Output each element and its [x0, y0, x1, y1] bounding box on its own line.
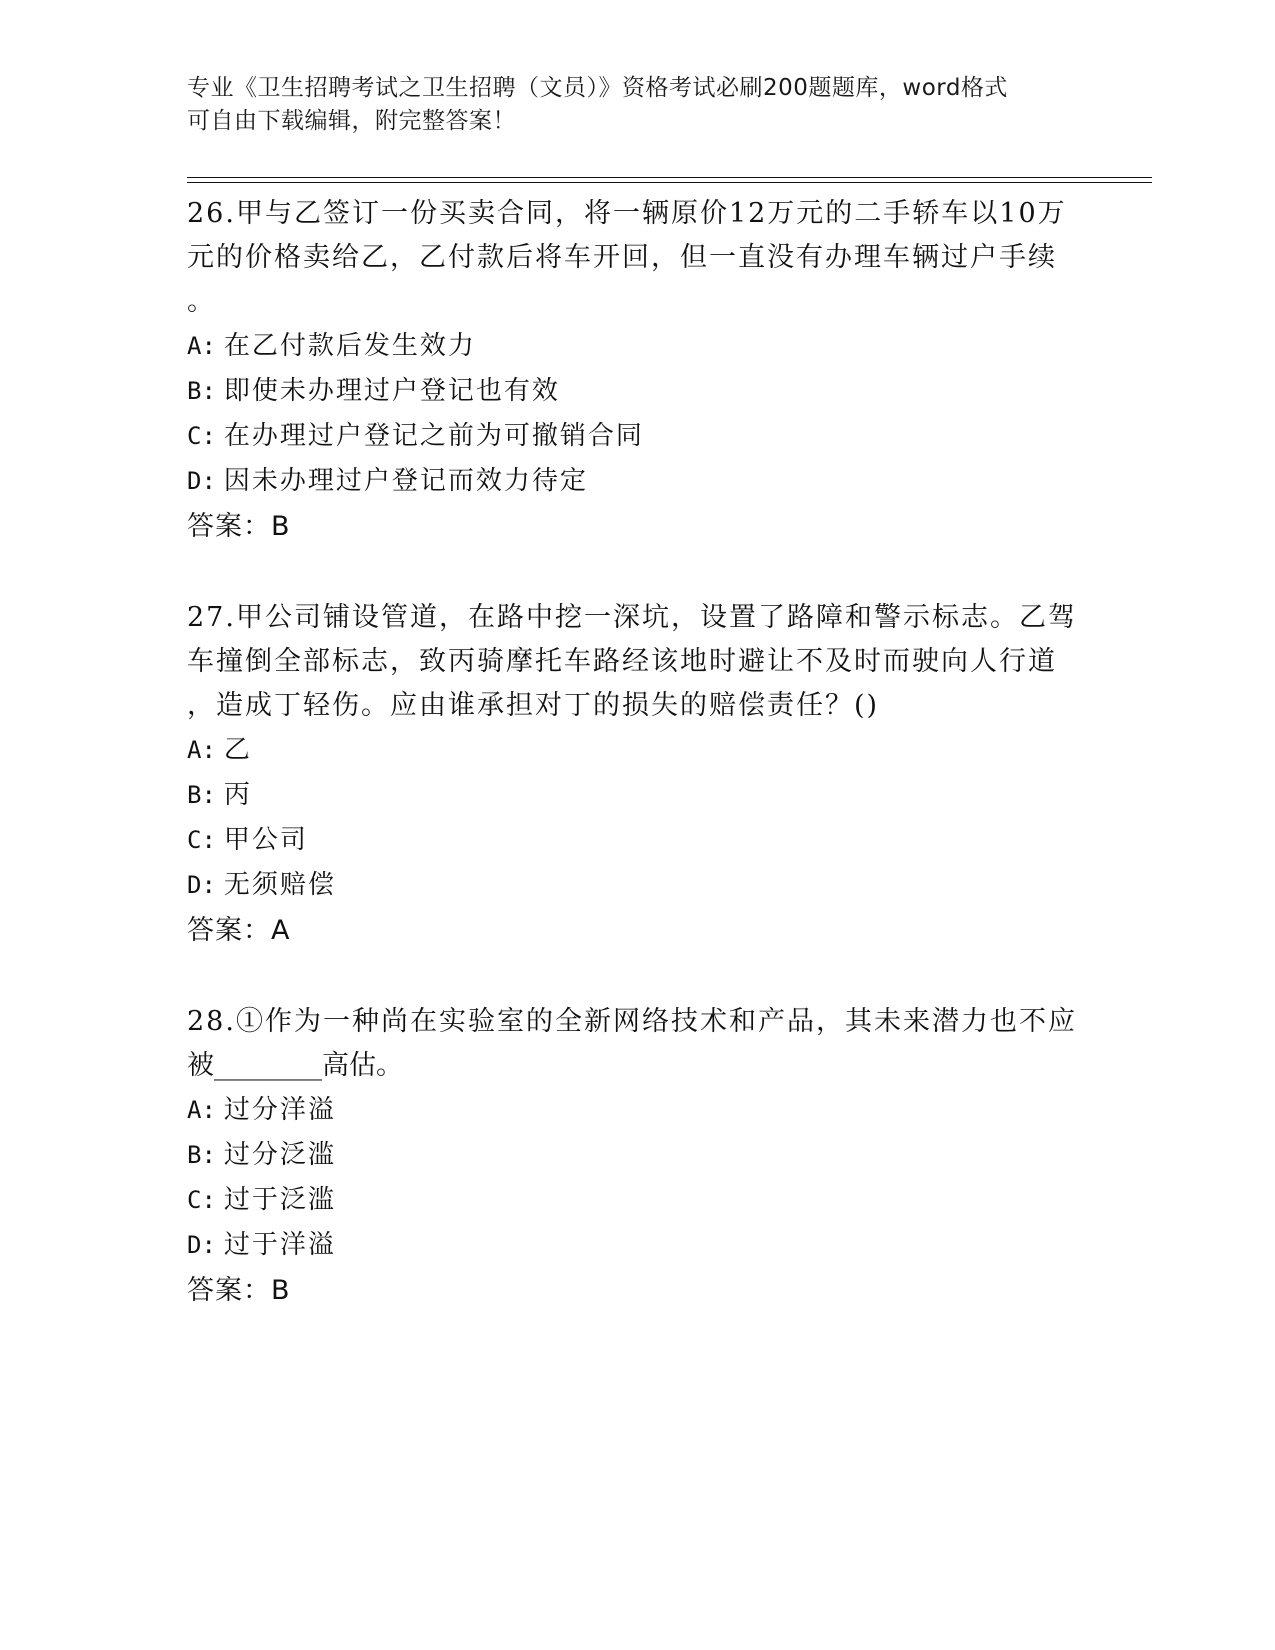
option-letter: C:	[187, 826, 216, 854]
option-text: 在办理过户登记之前为可撤销合同	[223, 421, 644, 451]
option-letter: B:	[187, 1141, 216, 1169]
answer-line: 答案：B	[187, 511, 291, 542]
stem-line: 车撞倒全部标志，致丙骑摩托车路经该地时避让不及时而驶向人行道	[187, 646, 1057, 677]
question-28	[187, 998, 1087, 1314]
header-divider-top	[187, 177, 1152, 178]
option-a	[187, 728, 1087, 773]
answer-line: 答案：B	[187, 1275, 291, 1306]
option-letter: C:	[187, 422, 216, 450]
option-text: 过于洋溢	[223, 1230, 336, 1260]
header-line-2: 可自由下载编辑，附完整答案！	[187, 108, 516, 134]
header-divider-bottom	[187, 182, 1152, 183]
stem-line: 被________高估。	[187, 1050, 403, 1081]
question-stem	[187, 594, 1087, 728]
option-text: 即使未办理过户登记也有效	[223, 376, 560, 406]
option-text: 丙	[223, 780, 252, 810]
option-c	[187, 414, 1087, 459]
option-letter: B:	[187, 377, 216, 405]
option-d	[187, 459, 1087, 504]
question-stem	[187, 190, 1087, 324]
option-text: 过于泛滥	[223, 1185, 336, 1215]
option-text: 在乙付款后发生效力	[223, 331, 476, 361]
option-letter: A:	[187, 332, 216, 360]
question-list	[187, 190, 1087, 1358]
stem-line: 26.甲与乙签订一份买卖合同，将一辆原价12万元的二手轿车以10万	[187, 198, 1067, 229]
option-b	[187, 1133, 1087, 1178]
option-text: 过分洋溢	[223, 1095, 336, 1125]
option-letter: A:	[187, 736, 216, 764]
option-letter: B:	[187, 781, 216, 809]
option-letter: D:	[187, 1231, 216, 1259]
question-27	[187, 594, 1087, 954]
option-text: 甲公司	[223, 825, 308, 855]
option-a	[187, 324, 1087, 369]
option-letter: A:	[187, 1096, 216, 1124]
option-b	[187, 773, 1087, 818]
option-letter: D:	[187, 871, 216, 899]
option-d	[187, 863, 1087, 908]
option-d	[187, 1223, 1087, 1268]
option-text: 无须赔偿	[223, 870, 336, 900]
option-text: 过分泛滥	[223, 1140, 336, 1170]
question-stem	[187, 998, 1087, 1088]
option-text: 乙	[223, 735, 252, 765]
option-letter: C:	[187, 1186, 216, 1214]
stem-line: 元的价格卖给乙，乙付款后将车开回，但一直没有办理车辆过户手续	[187, 242, 1057, 273]
stem-line: 27.甲公司铺设管道，在路中挖一深坑，设置了路障和警示标志。乙驾	[187, 602, 1077, 633]
option-b	[187, 369, 1087, 414]
answer-line: 答案：A	[187, 915, 291, 946]
question-26	[187, 190, 1087, 550]
option-c	[187, 818, 1087, 863]
stem-line: 28.①作为一种尚在实验室的全新网络技术和产品，其未来潜力也不应	[187, 1006, 1077, 1037]
stem-line: ，造成丁轻伤。应由谁承担对丁的损失的赔偿责任？()	[187, 690, 880, 721]
option-a	[187, 1088, 1087, 1133]
option-letter: D:	[187, 467, 216, 495]
stem-line: 。	[187, 286, 216, 317]
option-text: 因未办理过户登记而效力待定	[223, 466, 588, 496]
header-line-1: 专业《卫生招聘考试之卫生招聘（文员）》资格考试必刷200题题库，word格式	[187, 75, 1008, 101]
option-c	[187, 1178, 1087, 1223]
document-header	[187, 72, 1067, 138]
